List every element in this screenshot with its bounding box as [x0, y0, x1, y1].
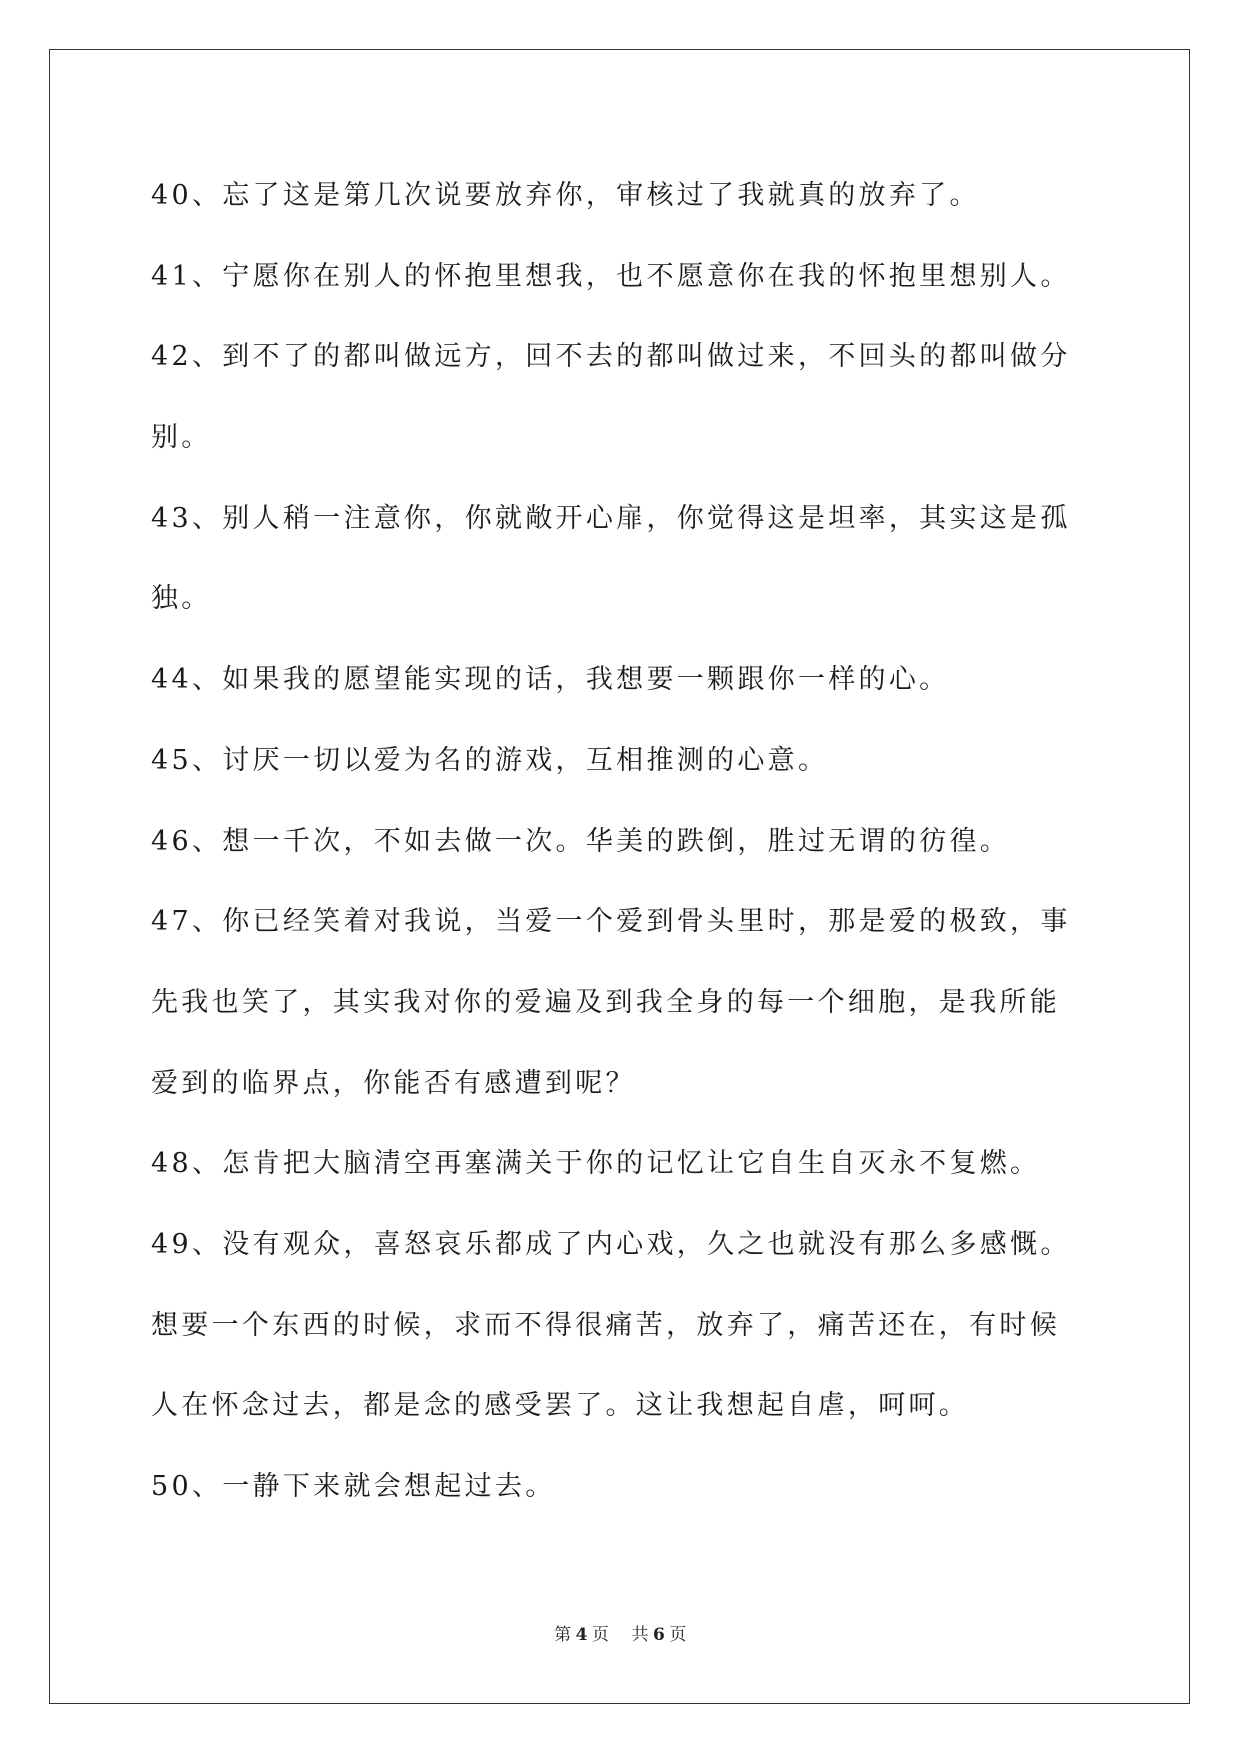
page-footer	[0, 1620, 1241, 1645]
text-line: 别。	[151, 422, 212, 454]
page-number-prefix: 第	[554, 1625, 572, 1645]
text-line: 40、忘了这是第几次说要放弃你，审核过了我就真的放弃了。	[151, 180, 980, 211]
text-line: 49、没有观众，喜怒哀乐都成了内心戏，久之也就没有那么多感慨。	[151, 1228, 1071, 1260]
text-line: 44、如果我的愿望能实现的话，我想要一颗跟你一样的心。	[151, 664, 950, 696]
current-page-number: 4	[575, 1625, 588, 1645]
text-line: 43、别人稍一注意你，你就敞开心扉，你觉得这是坦率，其实这是孤	[151, 502, 1071, 534]
total-pages-number: 6	[653, 1625, 666, 1645]
text-line: 41、宁愿你在别人的怀抱里想我，也不愿意你在我的怀抱里想别人。	[151, 260, 1071, 292]
total-pages-suffix: 页	[669, 1625, 687, 1645]
text-line: 47、你已经笑着对我说，当爱一个爱到骨头里时，那是爱的极致，事	[151, 906, 1071, 938]
total-pages-prefix: 共	[631, 1625, 649, 1645]
text-line: 42、到不了的都叫做远方，回不去的都叫做过来，不回头的都叫做分	[151, 341, 1071, 373]
document-body	[151, 156, 1091, 1528]
text-line: 独。	[151, 583, 212, 615]
text-line: 先我也笑了，其实我对你的爱遍及到我全身的每一个细胞，是我所能	[151, 986, 1060, 1018]
text-line: 爱到的临界点，你能否有感遭到呢？	[151, 1067, 636, 1099]
text-line: 46、想一千次，不如去做一次。华美的跌倒，胜过无谓的彷徨。	[151, 825, 1011, 857]
page-number-suffix: 页	[592, 1625, 610, 1645]
text-line: 想要一个东西的时候，求而不得很痛苦，放弃了，痛苦还在，有时候	[151, 1309, 1060, 1341]
text-line: 人在怀念过去，都是念的感受罢了。这让我想起自虐，呵呵。	[151, 1390, 970, 1422]
text-line: 48、怎肯把大脑清空再塞满关于你的记忆让它自生自灭永不复燃。	[151, 1148, 1041, 1180]
text-line: 50、一静下来就会想起过去。	[151, 1471, 556, 1502]
text-line: 45、讨厌一切以爱为名的游戏，互相推测的心意。	[151, 744, 829, 776]
